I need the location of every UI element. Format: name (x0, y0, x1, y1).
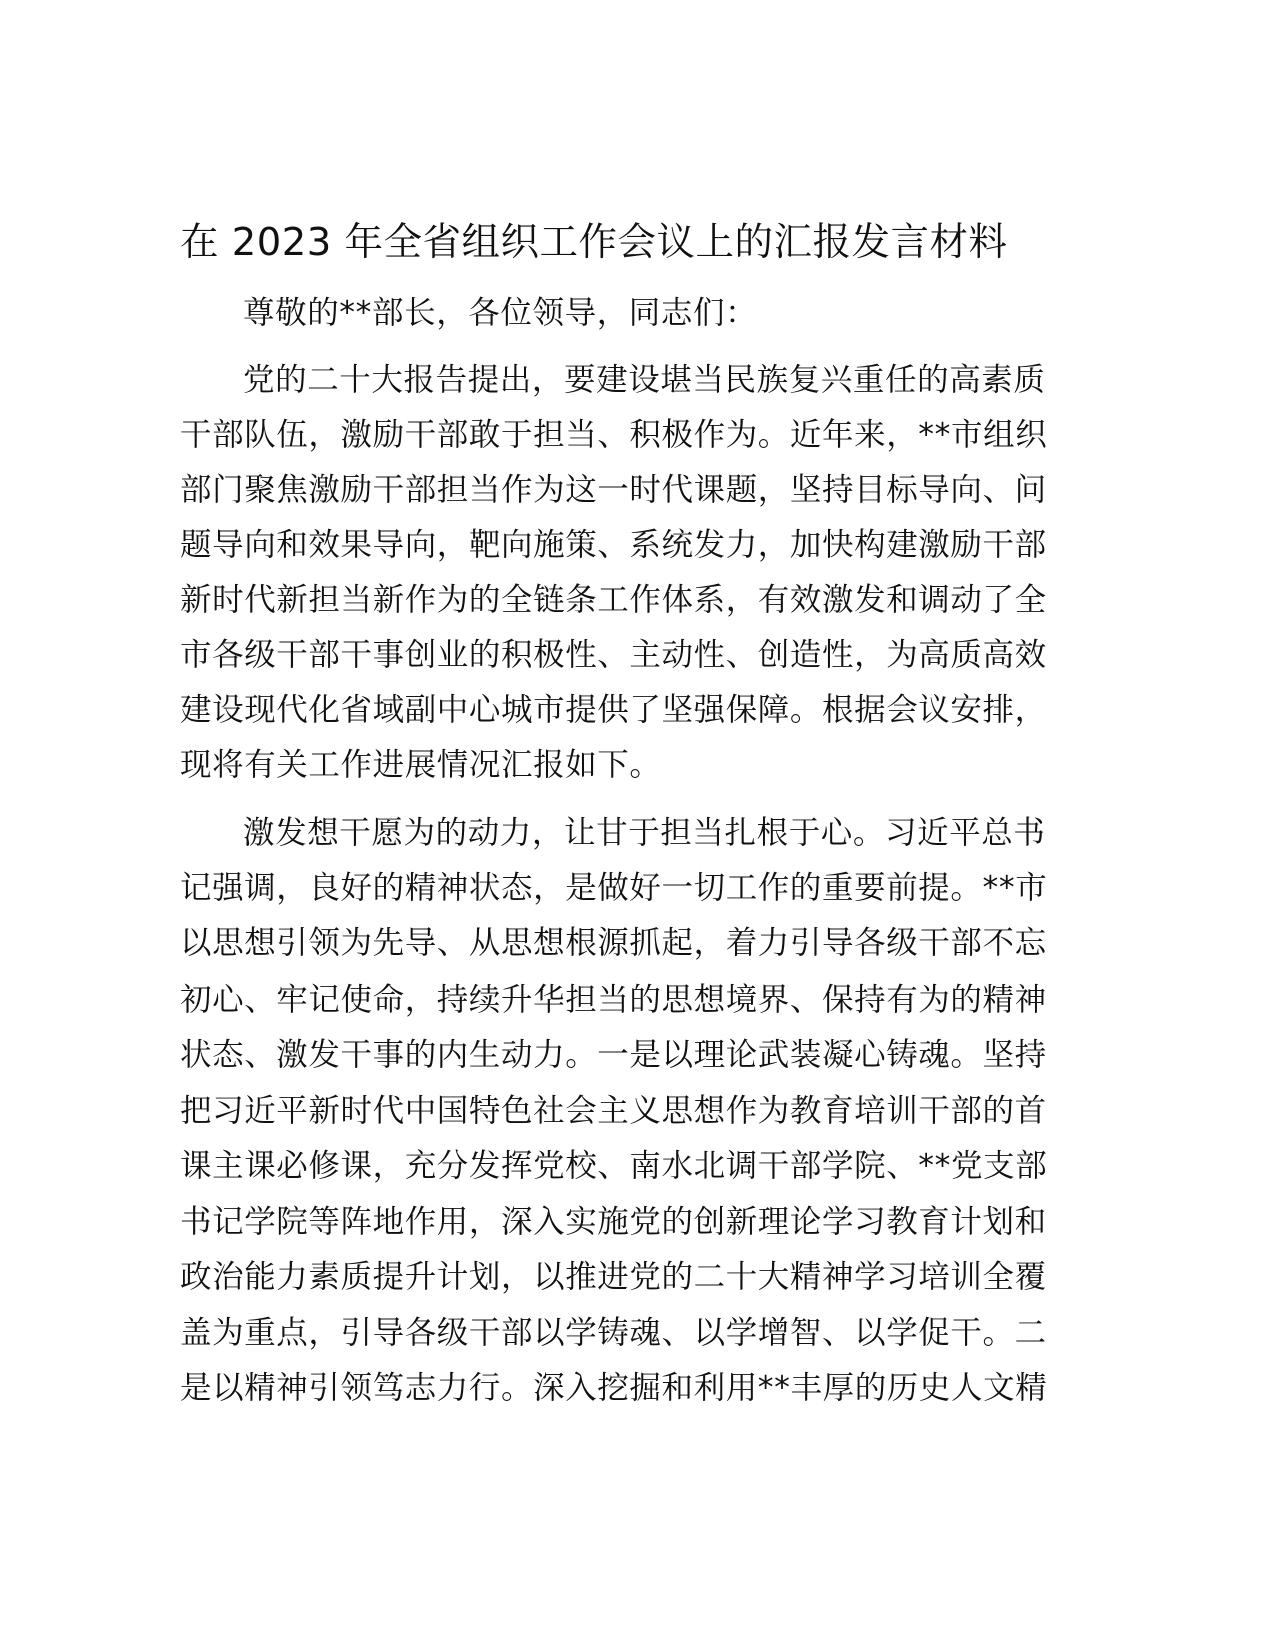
paragraph-line: 以思想引领为先导、从思想根源抓起，着力引导各级干部不忘 (180, 925, 1047, 961)
paragraph-line: 干部队伍，激励干部敢于担当、积极作为。近年来，**市组织 (180, 417, 1048, 453)
paragraph-line: 书记学院等阵地作用，深入实施党的创新理论学习教育计划和 (180, 1204, 1047, 1240)
paragraph-line: 部门聚焦激励干部担当作为这一时代课题，坚持目标导向、问 (180, 472, 1047, 508)
paragraph-line: 盖为重点，引导各级干部以学铸魂、以学增智、以学促干。二 (180, 1315, 1047, 1351)
salutation-line: 尊敬的**部长，各位领导，同志们： (243, 295, 758, 331)
paragraph-line: 初心、牢记使命，持续升华担当的思想境界、保持有为的精神 (180, 982, 1047, 1018)
paragraph-line: 状态、激发干事的内生动力。一是以理论武装凝心铸魂。坚持 (180, 1037, 1047, 1073)
paragraph-line: 记强调，良好的精神状态，是做好一切工作的重要前提。**市 (180, 870, 1048, 906)
paragraph-line: 现将有关工作进展情况汇报如下。 (180, 747, 662, 783)
paragraph-line: 是以精神引领笃志力行。深入挖掘和利用**丰厚的历史人文精 (180, 1370, 1048, 1406)
document-title: 在 2023 年全省组织工作会议上的汇报发言材料 (180, 220, 1008, 265)
paragraph-line: 党的二十大报告提出，要建设堪当民族复兴重任的高素质 (243, 362, 1046, 398)
paragraph-line: 把习近平新时代中国特色社会主义思想作为教育培训干部的首 (180, 1093, 1047, 1129)
paragraph-line: 激发想干愿为的动力，让甘于担当扎根于心。习近平总书 (243, 815, 1046, 851)
paragraph-line: 课主课必修课，充分发挥党校、南水北调干部学院、**党支部 (180, 1148, 1048, 1184)
paragraph-line: 政治能力素质提升计划，以推进党的二十大精神学习培训全覆 (180, 1259, 1047, 1295)
paragraph-line: 题导向和效果导向，靶向施策、系统发力，加快构建激励干部 (180, 527, 1047, 563)
paragraph-line: 市各级干部干事创业的积极性、主动性、创造性，为高质高效 (180, 637, 1047, 673)
paragraph-line: 建设现代化省域副中心城市提供了坚强保障。根据会议安排， (180, 692, 1047, 728)
paragraph-line: 新时代新担当新作为的全链条工作体系，有效激发和调动了全 (180, 582, 1047, 618)
